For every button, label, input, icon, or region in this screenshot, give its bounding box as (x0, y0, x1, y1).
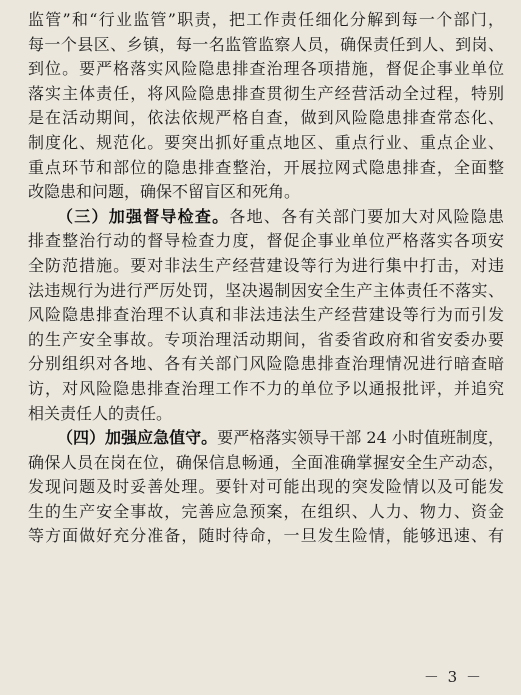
text-line (28, 205, 504, 230)
text-line: 法违规行为进行严厉处罚，坚决遏制因安全生产主体责任不落实、 (28, 280, 504, 300)
text-line: 每一个县区、乡镇，每一名监管监察人员，确保责任到人、到岗、 (28, 34, 504, 54)
text-line: 的生产安全事故。专项治理活动期间，省委省政府和省安委办要 (28, 329, 504, 349)
section-heading-3: （三）加强督导检查。 (57, 206, 230, 226)
text-line: 到位。要严格落实风险隐患排查治理各项措施，督促企事业单位 (28, 59, 504, 79)
text-line: 监管”和“行业监管”职责，把工作责任细化分解到每一个部门， (28, 10, 504, 29)
text-line: 相关责任人的责任。 (28, 403, 173, 423)
text-line: 落实主体责任，将风险隐患排查贯彻生产经营活动全过程，特别 (28, 83, 504, 103)
text-line (28, 426, 504, 451)
paragraph-1 (28, 8, 504, 205)
text-line: 重点环节和部位的隐患排查整治，开展拉网式隐患排查，全面整 (28, 157, 504, 177)
paragraph-3 (28, 426, 504, 549)
page-number: － 3 － (423, 668, 483, 686)
section-heading-4: （四）加强应急值守。 (57, 428, 218, 448)
document-body (28, 8, 504, 549)
text-line: 等方面做好充分准备，随时待命，一旦发生险情，能够迅速、有 (28, 526, 504, 546)
paragraph-2 (28, 205, 504, 426)
text-run: 要严格落实领导干部 24 小时值班制度， (217, 428, 504, 448)
text-line: 是在活动期间，依法依规严格自查，做到风险隐患排查常态化、 (28, 108, 504, 128)
text-line: 排查整治行动的督导检查力度，督促企事业单位严格落实各项安 (28, 231, 504, 251)
text-line: 生的生产安全事故，完善应急预案，在组织、人力、物力、资金 (28, 501, 504, 521)
text-line: 全防范措施。要对非法生产经营建设等行为进行集中打击，对违 (28, 255, 504, 275)
text-line: 制度化、规范化。要突出抓好重点地区、重点行业、重点企业、 (28, 132, 504, 152)
text-line: 访，对风险隐患排查治理工作不力的单位予以通报批评，并追究 (28, 378, 504, 398)
text-run: 各地、各有关部门要加大对风险隐患 (229, 206, 504, 226)
text-line: 确保人员在岗在位，确保信息畅通，全面准确掌握安全生产动态， (28, 452, 504, 472)
text-line: 风险隐患排查治理不认真和非法违法生产经营建设等行为而引发 (28, 305, 504, 325)
text-line: 分别组织对各地、各有关部门风险隐患排查治理情况进行暗查暗 (28, 354, 504, 374)
text-line: 改隐患和问题，确保不留盲区和死角。 (28, 182, 301, 202)
text-line: 发现问题及时妥善处理。要针对可能出现的突发险情以及可能发 (28, 477, 504, 497)
